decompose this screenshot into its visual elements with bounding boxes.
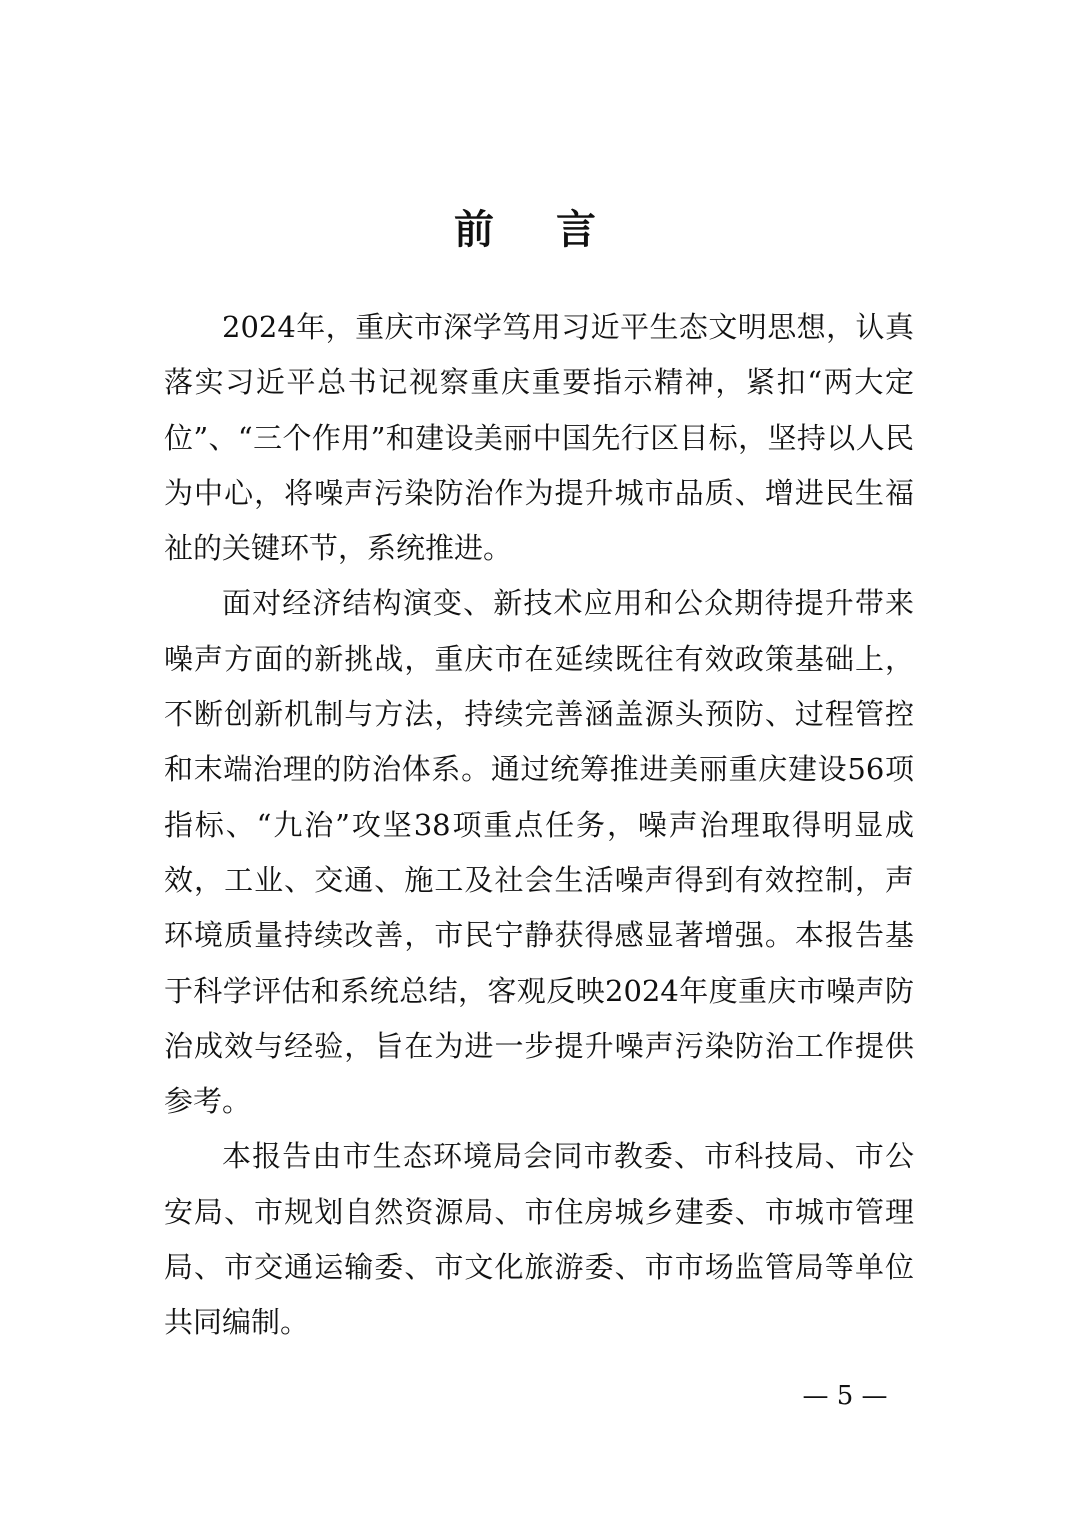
page-title: 前 言 bbox=[454, 206, 620, 253]
body-text bbox=[164, 300, 914, 1351]
page-number: — 5 — bbox=[802, 1381, 888, 1411]
paragraph-intro: 2024年，重庆市深学笃用习近平生态文明思想，认真落实习近平总书记视察重庆重要指示精神，紧扣“两大定位”、“三个作用”和建设美丽中国先行区目标，坚持以人民为中心，将噪声污染防治作为提升城市品质、增进民生福祉的关键环节，系统推进。 bbox=[164, 310, 914, 566]
paragraph-authors: 本报告由市生态环境局会同市教委、市科技局、市公安局、市规划自然资源局、市住房城乡建委、市城市管理局、市交通运输委、市文化旅游委、市市场监管局等单位共同编制。 bbox=[164, 1139, 914, 1340]
paragraph-challenges: 面对经济结构演变、新技术应用和公众期待提升带来噪声方面的新挑战，重庆市在延续既往有效政策基础上，不断创新机制与方法，持续完善涵盖源头预防、过程管控和末端治理的防治体系。通过统筹推进美丽重庆建设56项指标、“九治”攻坚38项重点任务，噪声治理取得明显成效，工业、交通、施工及社会生活噪声得到有效控制，声环境质量持续改善，市民宁静获得感显著增强。本报告基于科学评估和系统总结，客观反映2024年度重庆市噪声防治成效与经验，旨在为进一步提升噪声污染防治工作提供参考。 bbox=[164, 586, 914, 1119]
